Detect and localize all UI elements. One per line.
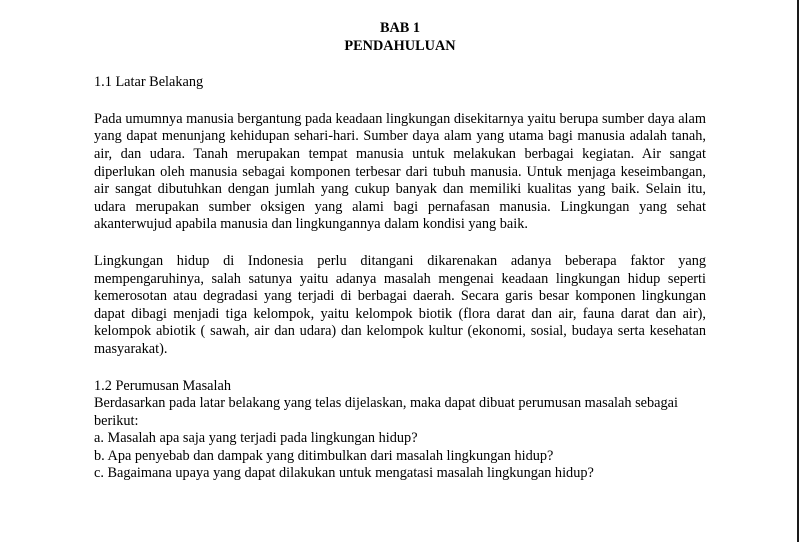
document-body [94,20,706,483]
paragraph-latar-belakang-2: Lingkungan hidup di Indonesia perlu ditangani dikarenakan adanya beberapa faktor yang mempengaruhinya, salah satunya yaitu adanya masalah mengenai keadaan lingkungan hidup seperti kemerosotan atau degradasi yang terjadi di berbagai daerah. Secara garis besar komponen lingkungan dapat dibagi menjadi tiga kelompok, yaitu kelompok biotik (flora darat dan air, fauna darat dan air), kelompok abiotik ( sawah, air dan udara) dan kelompok kultur (ekonomi, sosial, budaya serta kesehatan masyarakat). [94,252,706,357]
list-item: c. Bagaimana upaya yang dapat dilakukan untuk mengatasi masalah lingkungan hidup? [94,465,594,482]
list-item: a. Masalah apa saja yang terjadi pada lingkungan hidup? [94,430,418,447]
list-item: b. Apa penyebab dan dampak yang ditimbulkan dari masalah lingkungan hidup? [94,447,554,464]
chapter-number: BAB 1 [379,20,421,36]
paragraph-perumusan-intro: Berdasarkan pada latar belakang yang telas dijelaskan, maka dapat dibuat perumusan masalah sebagai berikut: [94,395,678,429]
paragraph-latar-belakang-1: Pada umumnya manusia bergantung pada keadaan lingkungan disekitarnya yaitu berupa sumber daya alam yang dapat menunjang kehidupan sehari-hari. Sumber daya alam yang utama bagi manusia adalah tanah, air, dan udara. Tanah merupakan tempat manusia untuk melakukan berbagai kegiatan. Air sangat diperlukan oleh manusia sebagai komponen terbesar dari tubuh manusia. Untuk menjaga keseimbangan, air sangat dibutuhkan dengan jumlah yang cukup banyak dan memiliki kualitas yang baik. Selain itu, udara merupakan sumber oksigen yang alami bagi pernafasan manusia. Lingkungan yang sehat akanterwujud apabila manusia dan lingkungannya dalam kondisi yang baik. [94,110,706,233]
chapter-title: PENDAHULUAN [344,37,456,54]
section-heading-latar-belakang: 1.1 Latar Belakang [94,74,204,91]
section-heading-perumusan-masalah: 1.2 Perumusan Masalah [94,377,231,394]
problem-list [94,430,706,483]
